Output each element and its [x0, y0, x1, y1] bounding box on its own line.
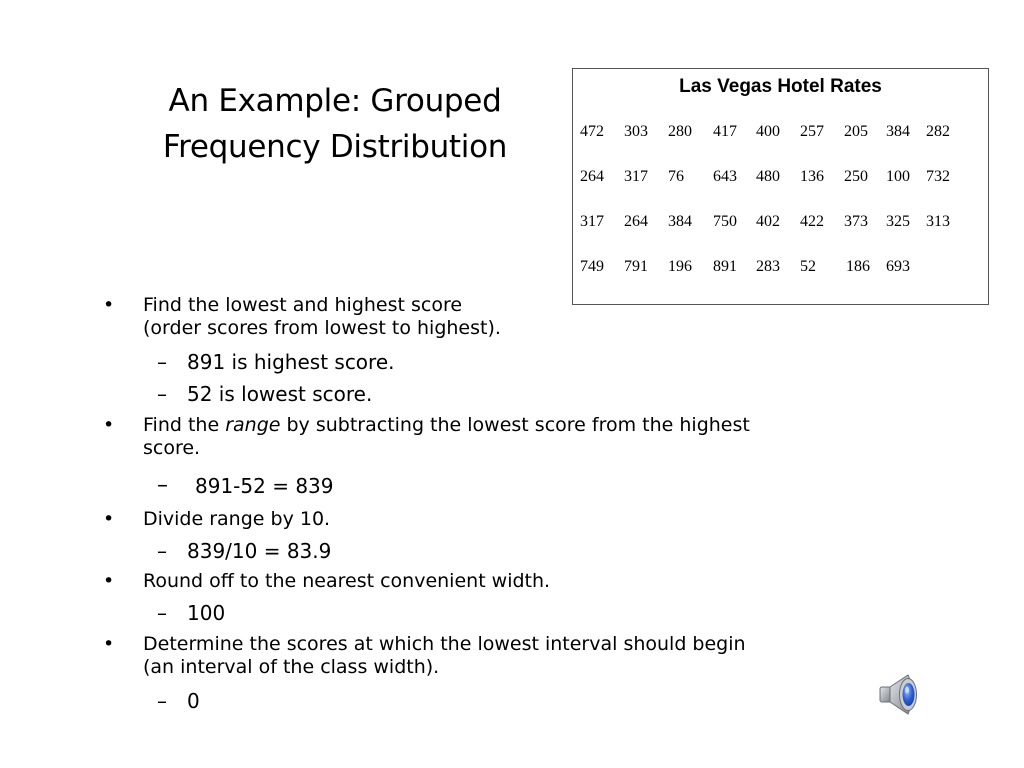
bullet-marker: • [103, 508, 115, 530]
table-cell: 250 [844, 168, 868, 185]
table-cell: 791 [624, 258, 648, 275]
table-cell: 303 [624, 123, 648, 140]
speaker-icon[interactable] [876, 668, 928, 720]
bullet-item [103, 508, 823, 531]
bullet-text-part: by subtracting the lowest score from the highest [280, 414, 750, 436]
table-cell: 196 [668, 258, 692, 275]
table-cell: 417 [713, 123, 737, 140]
bullet-marker: • [103, 414, 115, 436]
bullet-text-line-2: (order scores from lowest to highest). [143, 317, 501, 339]
table-cell: 384 [668, 213, 692, 230]
bullet-text: Determine the scores at which the lowest interval should begin [143, 633, 746, 655]
bullet-marker: • [103, 570, 115, 592]
sub-bullet-text: 891-52 = 839 [195, 474, 334, 498]
table-cell: 52 [800, 258, 816, 275]
table-cell: 76 [668, 168, 684, 185]
table-cell: 891 [713, 258, 737, 275]
table-cell: 422 [800, 213, 824, 230]
sub-bullet-text: 52 is lowest score. [187, 382, 373, 406]
bullet-text: Divide range by 10. [143, 508, 331, 530]
table-cell: 282 [926, 123, 950, 140]
bullet-text: Round off to the nearest convenient width. [143, 570, 551, 592]
sub-bullet-text: 839/10 = 83.9 [187, 539, 332, 563]
table-cell: 693 [886, 258, 910, 275]
bullet-item [103, 414, 823, 460]
bullet-text-line-2: score. [143, 437, 201, 459]
table-cell: 317 [624, 168, 648, 185]
table-cell: 100 [886, 168, 910, 185]
table-cell: 280 [668, 123, 692, 140]
sub-bullet-item [157, 382, 827, 406]
bullet-text: Find the lowest and highest score [143, 294, 463, 316]
table-cell: 400 [756, 123, 780, 140]
table-cell: 283 [756, 258, 780, 275]
sub-bullet-text: 891 is highest score. [187, 350, 395, 374]
table-cell: 643 [713, 168, 737, 185]
hotel-rates-title: Las Vegas Hotel Rates [679, 76, 882, 97]
table-cell: 402 [756, 213, 780, 230]
table-cell: 205 [844, 123, 868, 140]
bullet-text-part: Find the [143, 414, 226, 436]
table-cell: 264 [580, 168, 604, 185]
sub-bullet-item [157, 473, 835, 498]
dash-marker: – [157, 382, 167, 406]
page-title-line-2: Frequency Distribution [162, 129, 508, 165]
sub-bullet-text: 100 [187, 601, 226, 625]
dash-marker: – [157, 689, 167, 713]
bullet-text [143, 414, 823, 437]
bullet-item [103, 570, 823, 593]
table-cell: 373 [844, 213, 868, 230]
table-cell: 750 [713, 213, 737, 230]
bullet-text-line-2: (an interval of the class width). [143, 656, 440, 678]
bullet-marker: • [103, 294, 115, 316]
dash-marker: – [157, 539, 167, 563]
sub-bullet-item [157, 539, 827, 563]
table-cell: 257 [800, 123, 824, 140]
table-cell: 317 [580, 213, 604, 230]
dash-marker: – [157, 601, 167, 625]
bullet-item [103, 633, 823, 679]
sub-bullet-item [157, 350, 827, 374]
table-cell: 136 [800, 168, 824, 185]
sub-bullet-item [157, 689, 827, 713]
table-cell: 749 [580, 258, 604, 275]
bullet-marker: • [103, 633, 115, 655]
table-cell: 186 [846, 258, 870, 275]
page-title-line-1: An Example: Grouped [168, 83, 502, 119]
table-cell: 732 [926, 168, 950, 185]
dash-marker: – [157, 473, 168, 498]
sub-bullet-text: 0 [187, 689, 200, 713]
table-cell: 313 [926, 213, 950, 230]
page-title [110, 78, 560, 170]
sub-bullet-item [157, 601, 827, 625]
table-cell: 384 [886, 123, 910, 140]
table-cell: 480 [756, 168, 780, 185]
dash-marker: – [157, 350, 167, 374]
bullet-text-italic: range [225, 414, 281, 436]
table-cell: 325 [886, 213, 910, 230]
table-cell: 264 [624, 213, 648, 230]
bullet-item [103, 294, 823, 340]
table-cell: 472 [580, 123, 604, 140]
